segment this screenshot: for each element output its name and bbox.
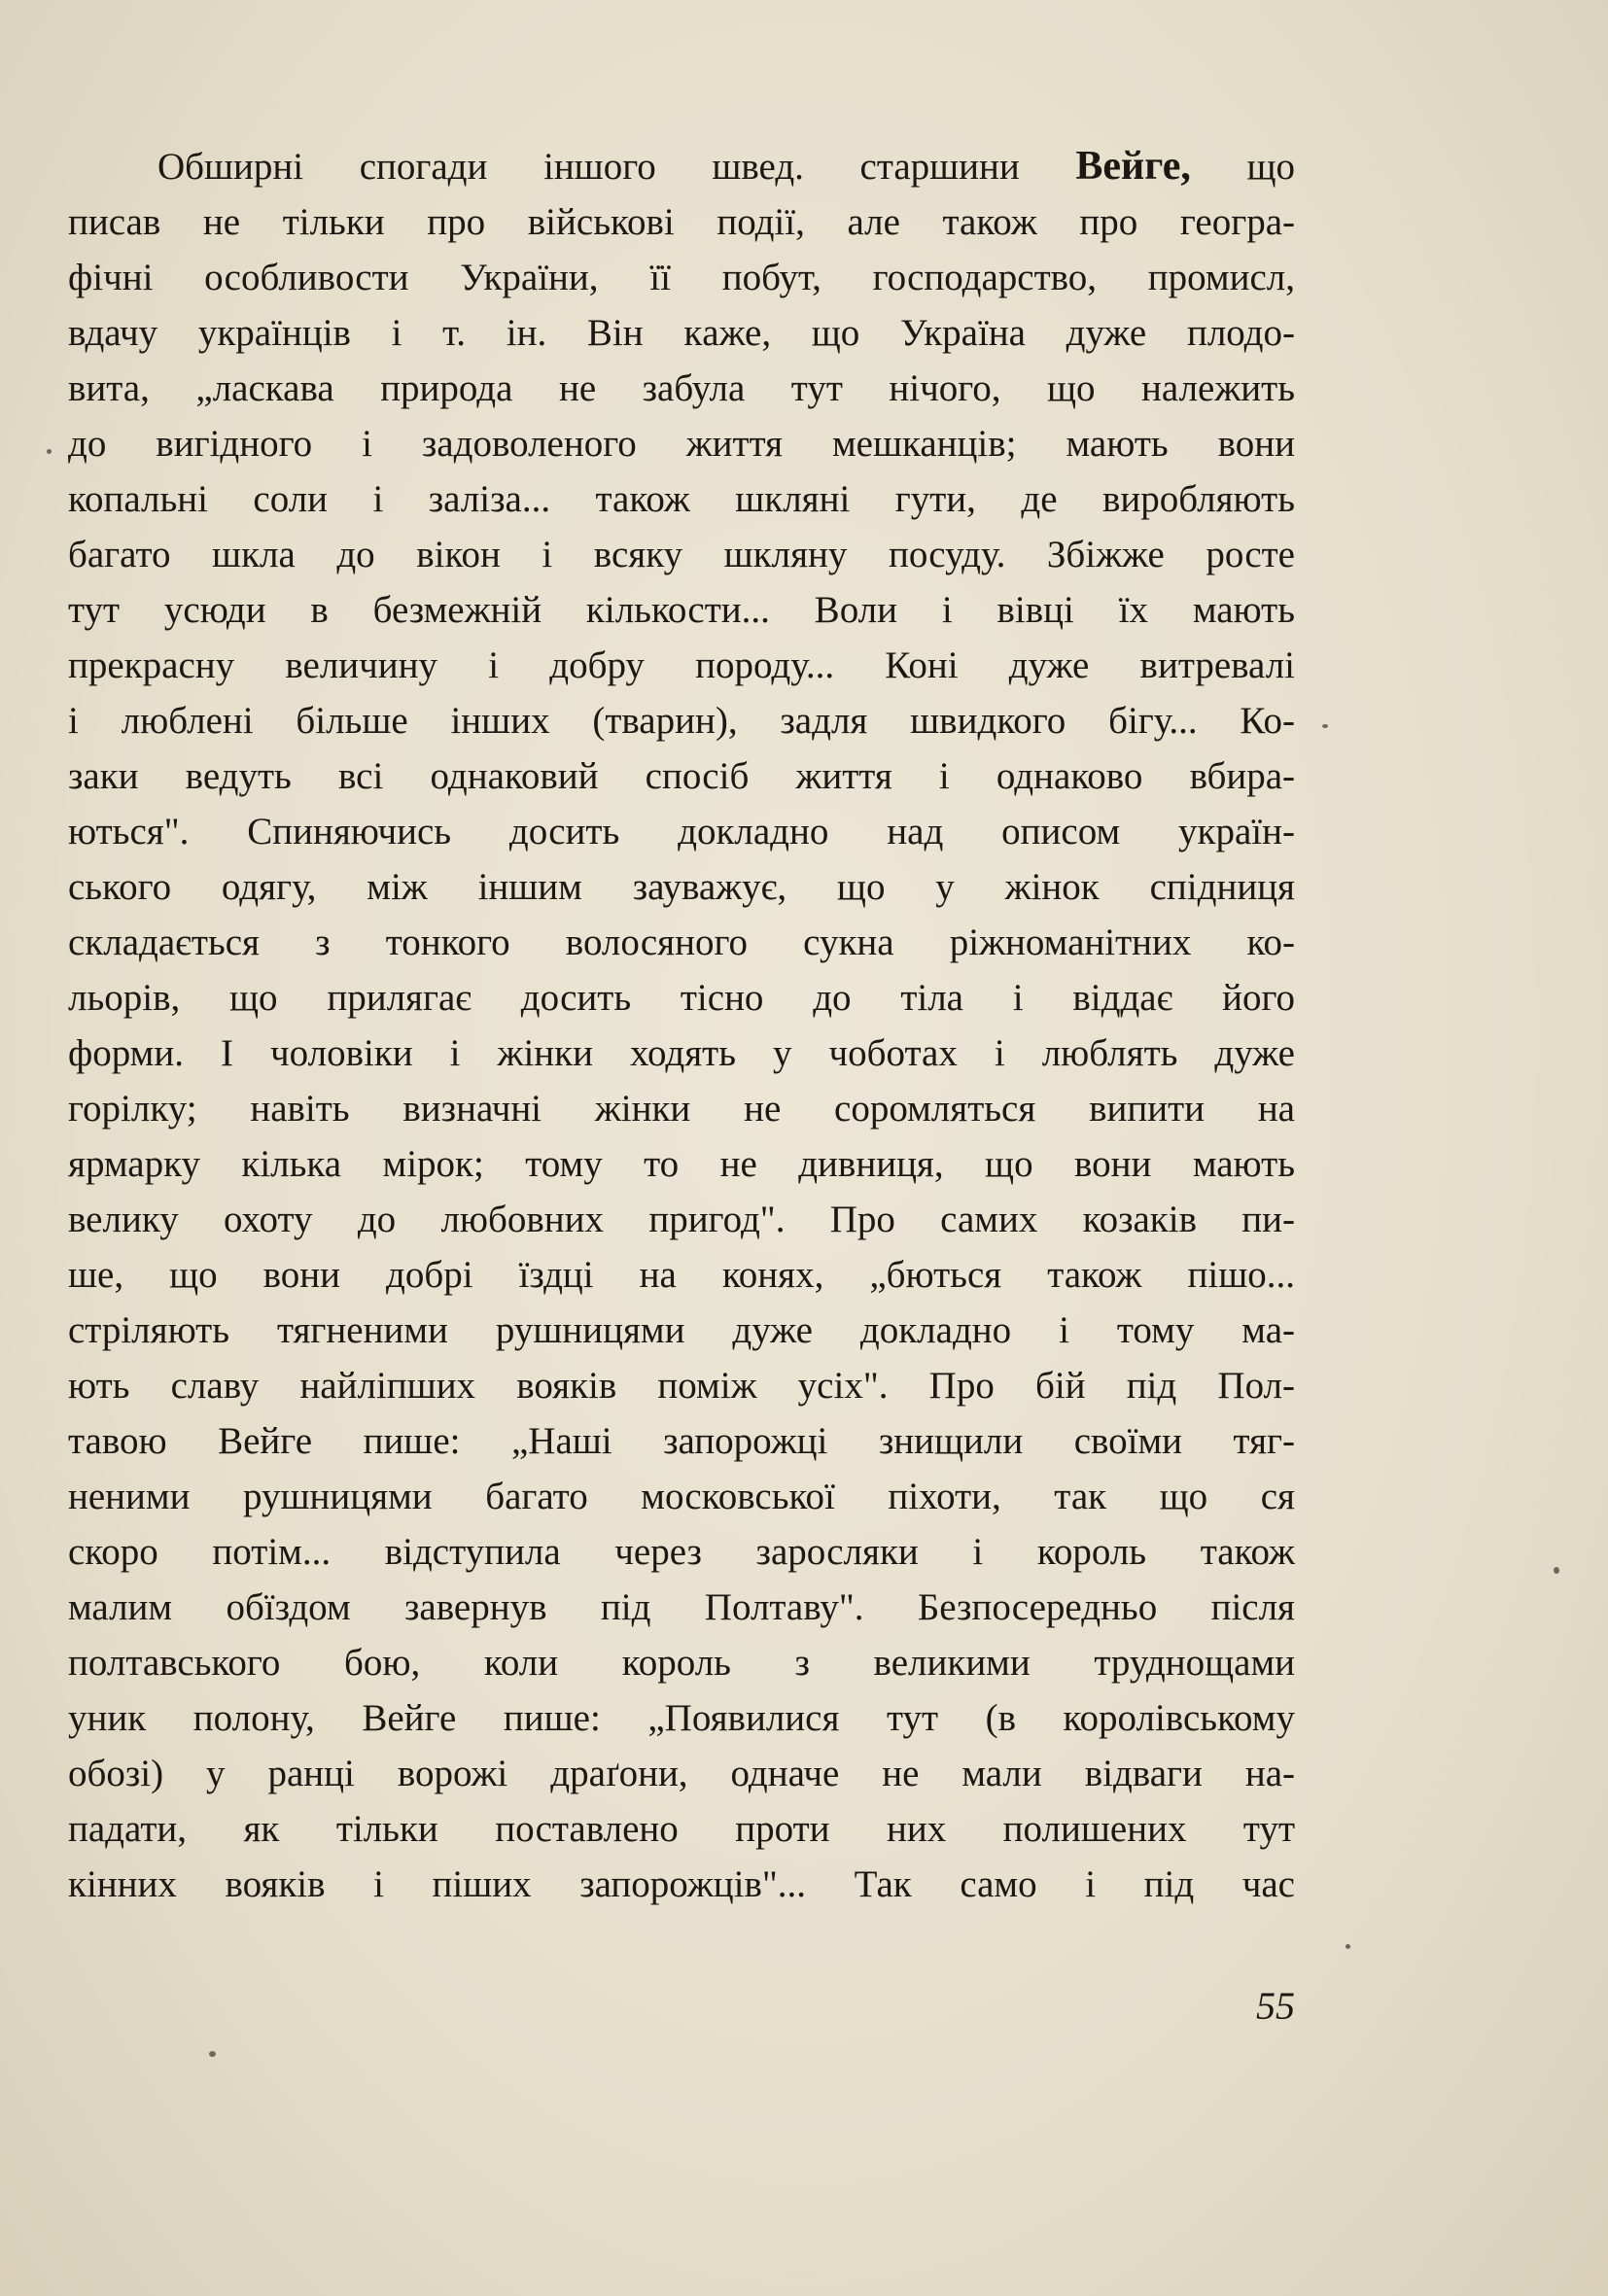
- text-line: горілку; навіть визначні жінки не соромляться випити на: [68, 1088, 1295, 1130]
- text-line: багато шкла до вікон і всяку шкляну посуду. Збіжже росте: [68, 534, 1295, 575]
- paper-speck: [47, 449, 52, 454]
- text-line: падати, як тільки поставлено проти них полишених тут: [68, 1808, 1295, 1850]
- text-line: фічні особливости України, її побут, господарство, промисл,: [68, 257, 1295, 298]
- body-paragraph: [68, 139, 1295, 1912]
- text-line: форми. І чоловіки і жінки ходять у чоботах і люблять дуже: [68, 1032, 1295, 1074]
- text-line: стріляють тягненими рушницями дуже докладно і тому ма-: [68, 1309, 1295, 1351]
- text-line: заки ведуть всі однаковий спосіб життя і однаково вбира-: [68, 755, 1295, 797]
- text-line: ються". Спиняючись досить докладно над описом україн-: [68, 811, 1295, 852]
- text-line: ярмарку кілька мірок; тому то не дивниця, що вони мають: [68, 1143, 1295, 1185]
- text-line: скоро потім... відступила через заросляки і король також: [68, 1531, 1295, 1573]
- text-line: і люблені більше інших (тварин), задля швидкого бігу... Ко-: [68, 700, 1295, 742]
- text-line: писав не тільки про військові події, але також про геогра-: [68, 201, 1295, 243]
- text-line: малим обїздом завернув під Полтаву". Безпосередньо після: [68, 1586, 1295, 1628]
- text-line: полтавського бою, коли король з великими труднощами: [68, 1642, 1295, 1684]
- text-line: складається з тонкого волосяного сукна ріжноманітних ко-: [68, 922, 1295, 963]
- text-line: велику охоту до любовних пригод". Про самих козаків пи-: [68, 1199, 1295, 1240]
- paper-speck: [1322, 724, 1328, 728]
- text-line: ють славу найліпших вояків поміж усіх". Про бій під Пол-: [68, 1365, 1295, 1407]
- text-line: тут усюди в безмежній кількости... Воли і вівці їх мають: [68, 589, 1295, 631]
- author-name-weige: Вейге,: [1075, 144, 1191, 189]
- text-line: ше, що вони добрі їздці на конях, „бються також пішо...: [68, 1254, 1295, 1296]
- text-line: кінних вояків і піших запорожців"... Так само і під час: [68, 1863, 1295, 1905]
- text-line: уник полону, Вейге пише: „Появилися тут (в королівському: [68, 1697, 1295, 1739]
- text-line: ського одягу, між іншим зауважує, що у жінок спідниця: [68, 866, 1295, 908]
- text-line: вдачу українців і т. ін. Він кaже, що Україна дуже плодо-: [68, 312, 1295, 354]
- text-line: льорів, що прилягає досить тісно до тіла і віддає його: [68, 977, 1295, 1019]
- text-line: копальні соли і заліза... також шкляні гути, де виробляють: [68, 478, 1295, 520]
- paper-speck: [209, 2051, 216, 2057]
- text-line: обозі) у ранці ворожі драґони, одначе не мали відваги на-: [68, 1753, 1295, 1794]
- text-line: Обширні спогади іншого швед. старшини Вейге, що: [157, 144, 1295, 189]
- page-number: 55: [1256, 1984, 1295, 2028]
- text-line: неними рушницями багато московської піхоти, так що ся: [68, 1476, 1295, 1517]
- paper-speck: [1554, 1567, 1559, 1574]
- text-line: прекрасну величину і добру породу... Коні дуже витревалі: [68, 644, 1295, 686]
- text-line: до вигідного і задоволеного життя мешканців; мають вони: [68, 423, 1295, 465]
- text-line: вита, „ласкава природа не забула тут нічого, що належить: [68, 367, 1295, 409]
- text-line: тавою Вейге пише: „Наші запорожці знищили своїми тяг-: [68, 1420, 1295, 1462]
- paper-speck: [1346, 1944, 1350, 1949]
